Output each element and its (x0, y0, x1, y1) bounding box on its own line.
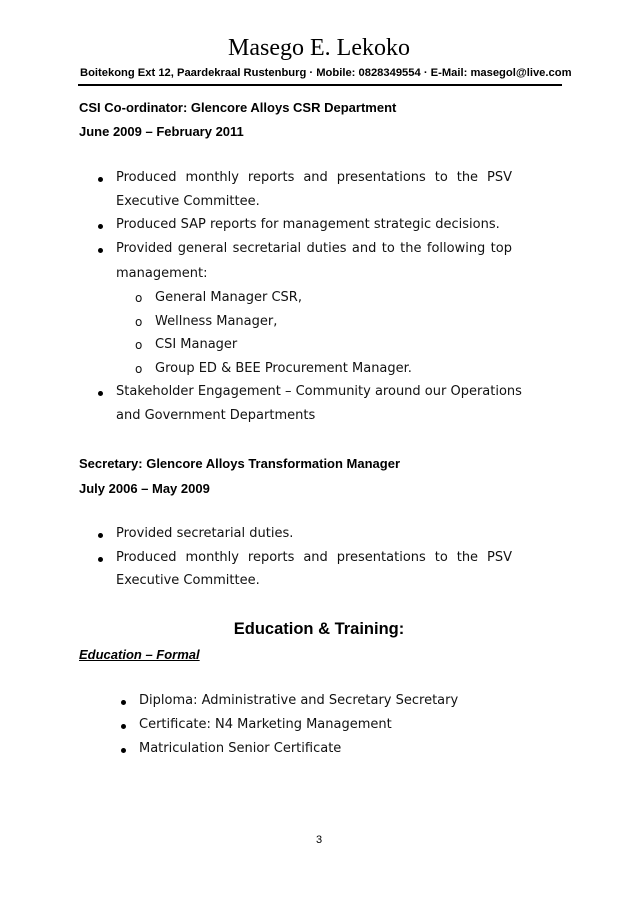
bullet-marker (98, 533, 103, 538)
bullet-text: Provided secretarial duties. (116, 526, 294, 541)
sub-bullet-text: General Manager CSR, (155, 290, 302, 305)
page-number: 3 (315, 834, 323, 846)
job-dates: June 2009 – February 2011 (79, 124, 244, 139)
bullet-marker (98, 224, 103, 229)
job-title: CSI Co-ordinator: Glencore Alloys CSR Department (79, 100, 397, 115)
bullet-marker (121, 748, 126, 753)
education-item: Matriculation Senior Certificate (139, 741, 342, 756)
sub-bullet-marker: o (135, 315, 143, 329)
sub-bullet-text: Wellness Manager, (155, 314, 278, 329)
subsection-heading: Education – Formal (79, 647, 200, 662)
sub-bullet-marker: o (135, 291, 143, 305)
candidate-name: Masego E. Lekoko (228, 35, 410, 61)
bullet-text: Provided general secretarial duties and to the following top (116, 241, 512, 256)
sub-bullet-marker: o (135, 338, 143, 352)
header-divider (78, 84, 562, 86)
education-item: Diploma: Administrative and Secretary Secretary (139, 693, 459, 708)
bullet-text: Produced SAP reports for management strategic decisions. (116, 217, 500, 232)
bullet-text-continued: and Government Departments (116, 408, 316, 423)
education-item: Certificate: N4 Marketing Management (139, 717, 392, 732)
sub-bullet-marker: o (135, 362, 143, 376)
bullet-marker (121, 700, 126, 705)
bullet-text-continued: management: (116, 266, 208, 281)
bullet-marker (98, 391, 103, 396)
bullet-text-continued: Executive Committee. (116, 194, 260, 209)
section-heading: Education & Training: (233, 620, 405, 638)
bullet-marker (98, 177, 103, 182)
job-title: Secretary: Glencore Alloys Transformation Manager (79, 456, 401, 471)
bullet-text-continued: Executive Committee. (116, 573, 260, 588)
bullet-text: Stakeholder Engagement – Community around our Operations (116, 384, 522, 399)
bullet-marker (98, 557, 103, 562)
bullet-marker (121, 724, 126, 729)
job-dates: July 2006 – May 2009 (79, 481, 210, 496)
sub-bullet-text: Group ED & BEE Procurement Manager. (155, 361, 412, 376)
sub-bullet-text: CSI Manager (155, 337, 238, 352)
bullet-text: Produced monthly reports and presentations to the PSV (116, 550, 512, 565)
bullet-marker (98, 248, 103, 253)
contact-line: Boitekong Ext 12, Paardekraal Rustenburg · Mobile: 0828349554 · E-Mail: masegol@live.com (80, 67, 572, 79)
bullet-text: Produced monthly reports and presentations to the PSV (116, 170, 512, 185)
